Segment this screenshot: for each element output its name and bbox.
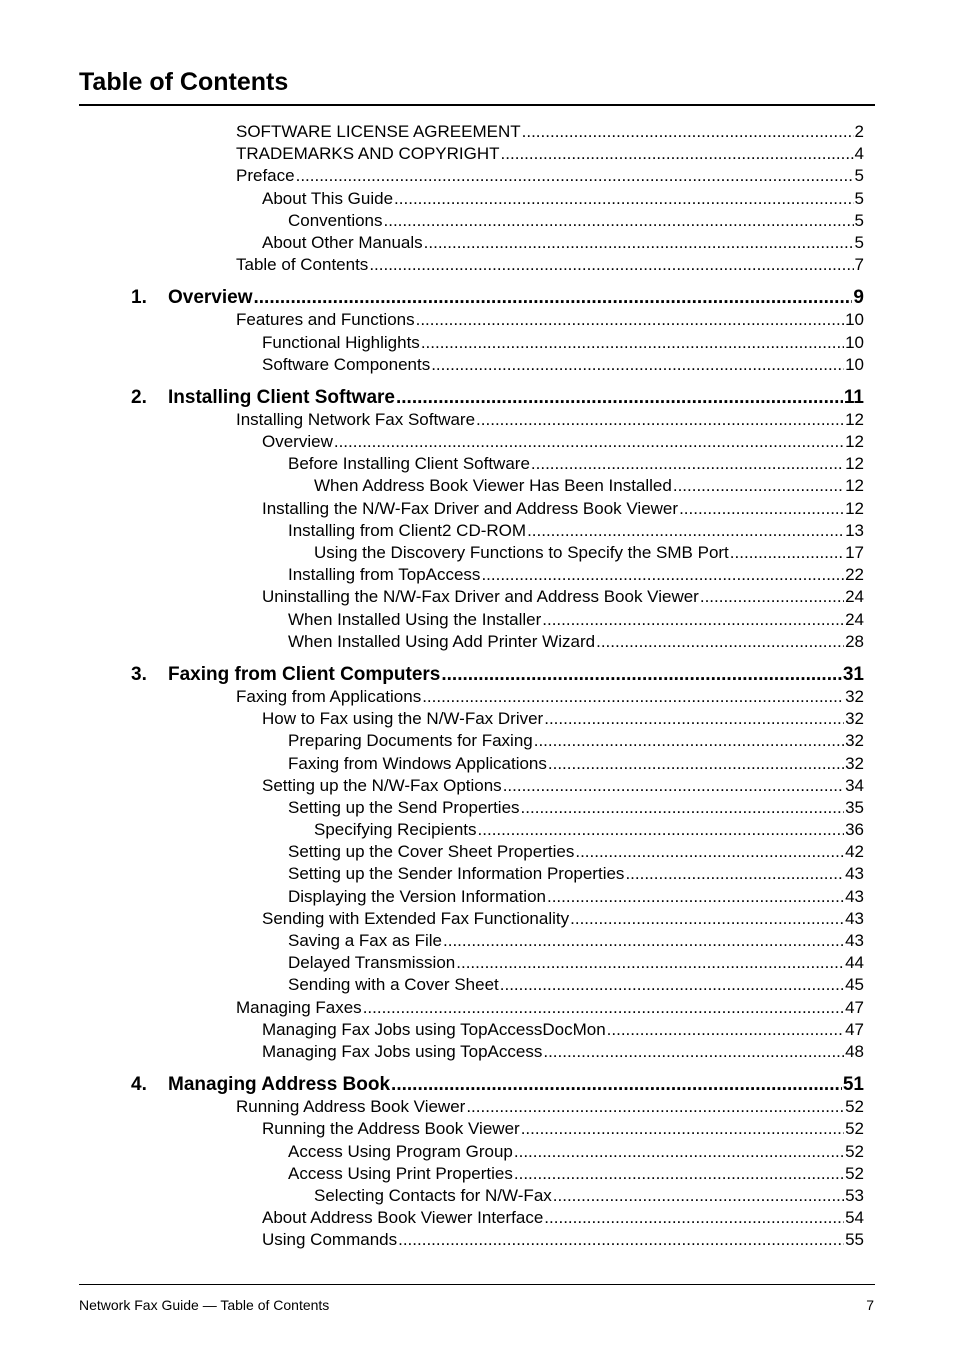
dot-leader	[544, 708, 844, 730]
toc-entry-label: Functional Highlights	[262, 332, 420, 352]
toc-entry-label: Using Commands	[262, 1230, 398, 1250]
dot-leader	[416, 309, 844, 331]
toc-entry[interactable]	[0, 564, 954, 586]
toc-entry-page: 24	[845, 587, 864, 607]
toc-entry-page: 12	[845, 454, 864, 474]
toc-entry-label: Overview	[168, 287, 253, 309]
toc-entry-label: Using the Discovery Functions to Specify the SMB Port	[314, 543, 729, 562]
toc-entry[interactable]	[0, 475, 954, 497]
dot-leader	[521, 1118, 844, 1140]
dot-leader	[384, 210, 854, 232]
footer-page-number: 7	[866, 1297, 874, 1313]
toc-entry-page: 17	[845, 543, 864, 562]
chapter-number: 3.	[131, 663, 147, 685]
dot-leader	[500, 974, 844, 996]
toc-entry-label: Faxing from Client Computers	[168, 663, 441, 685]
toc-entry-label: Installing from Client2 CD-ROM	[288, 520, 527, 540]
toc-entry-page: 52	[845, 1141, 864, 1161]
toc-entry[interactable]	[0, 409, 954, 431]
dot-leader	[542, 609, 844, 631]
toc-entry-label: Software Components	[262, 354, 431, 374]
toc-entry-page: 11	[843, 386, 864, 408]
toc-entry-page: 45	[845, 975, 864, 995]
toc-entry[interactable]	[0, 797, 954, 819]
toc-entry-page: 4	[854, 144, 864, 164]
toc-entry-page: 7	[854, 255, 864, 275]
toc-entry-label: How to Fax using the N/W-Fax Driver	[262, 709, 544, 729]
toc-entry-label: Faxing from Applications	[236, 686, 422, 706]
toc-entry-page: 28	[845, 631, 864, 651]
dot-leader	[443, 930, 844, 952]
toc-entry[interactable]	[0, 609, 954, 631]
toc-entry-label: Specifying Recipients	[314, 820, 477, 840]
toc-entry-label: TRADEMARKS AND COPYRIGHT	[236, 144, 500, 164]
dot-leader	[422, 686, 844, 708]
toc-entry[interactable]	[0, 819, 954, 841]
toc-entry-page: 32	[845, 709, 864, 729]
toc-entry[interactable]	[0, 775, 954, 797]
dot-leader	[521, 797, 845, 819]
toc-entry-label: Installing Network Fax Software	[236, 409, 476, 429]
dot-leader	[478, 819, 845, 841]
dot-leader	[575, 841, 844, 863]
toc-entry-page: 5	[854, 166, 864, 186]
toc-entry-label: When Address Book Viewer Has Been Installed	[314, 476, 672, 496]
toc-chapter[interactable]	[0, 387, 954, 409]
toc-entry[interactable]	[0, 1229, 954, 1251]
toc-entry-page: 55	[845, 1230, 864, 1250]
dot-leader	[363, 997, 844, 1019]
dot-leader	[553, 1185, 844, 1207]
toc-entry[interactable]	[0, 753, 954, 775]
toc-entry-label: Sending with Extended Fax Functionality	[262, 908, 570, 928]
toc-entry-label: SOFTWARE LICENSE AGREEMENT	[236, 122, 521, 141]
dot-leader	[679, 498, 844, 520]
dot-leader	[548, 753, 844, 775]
toc-entry-label: Overview	[262, 432, 333, 452]
dot-leader	[522, 121, 854, 143]
dot-leader	[570, 908, 844, 930]
toc-entry[interactable]	[0, 631, 954, 653]
toc-entry-page: 43	[845, 886, 864, 906]
toc-entry[interactable]	[0, 1118, 954, 1140]
dot-leader	[396, 387, 843, 409]
toc-entry-page: 12	[845, 476, 864, 496]
toc-entry[interactable]	[0, 498, 954, 520]
dot-leader	[596, 631, 844, 653]
dot-leader	[391, 1074, 842, 1096]
toc-entry-page: 36	[845, 820, 864, 840]
toc-entry[interactable]	[0, 143, 954, 165]
toc-entry-page: 44	[845, 953, 864, 973]
toc-entry-page: 43	[845, 864, 864, 884]
toc-entry-label: About This Guide	[262, 188, 394, 208]
toc-entry[interactable]	[0, 1141, 954, 1163]
toc-entry-page: 2	[854, 122, 864, 141]
toc-entry-label: Table of Contents	[236, 255, 369, 275]
chapter-number: 4.	[131, 1074, 147, 1096]
toc-entry-page: 9	[853, 287, 864, 309]
toc-entry-label: Installing from TopAccess	[288, 565, 481, 585]
toc-entry[interactable]	[0, 188, 954, 210]
toc-entry-label: Displaying the Version Information	[288, 886, 546, 906]
toc-chapter[interactable]	[0, 664, 954, 686]
dot-leader	[421, 332, 844, 354]
toc-entry[interactable]	[0, 908, 954, 930]
toc-entry[interactable]	[0, 974, 954, 996]
toc-entry[interactable]	[0, 431, 954, 453]
toc-entry-page: 12	[845, 432, 864, 452]
toc-chapter[interactable]	[0, 1074, 954, 1096]
footer-title: Network Fax Guide — Table of Contents	[79, 1297, 330, 1313]
dot-leader	[476, 409, 844, 431]
chapter-number: 1.	[131, 287, 147, 309]
dot-leader	[424, 232, 854, 254]
toc-entry-label: Uninstalling the N/W-Fax Driver and Address Book Viewer	[262, 587, 699, 607]
dot-leader	[456, 952, 844, 974]
header-rule	[79, 104, 875, 106]
toc-entry-label: Installing the N/W-Fax Driver and Address Book Viewer	[262, 498, 679, 518]
toc-entry[interactable]	[0, 542, 954, 564]
toc-entry-page: 34	[845, 775, 864, 795]
toc-entry-label: When Installed Using Add Printer Wizard	[288, 631, 596, 651]
dot-leader	[394, 188, 853, 210]
dot-leader	[547, 886, 844, 908]
toc-entry-page: 12	[845, 498, 864, 518]
toc-entry-label: About Address Book Viewer Interface	[262, 1208, 544, 1228]
toc-entry[interactable]	[0, 730, 954, 752]
toc-entry-label: Managing Fax Jobs using TopAccessDocMon	[262, 1019, 606, 1039]
toc-entry-page: 13	[845, 520, 864, 540]
dot-leader	[296, 165, 854, 187]
dot-leader	[700, 586, 844, 608]
toc-list	[0, 121, 954, 1251]
toc-entry-label: Setting up the Cover Sheet Properties	[288, 842, 575, 862]
toc-entry-page: 22	[845, 565, 864, 585]
toc-entry-page: 5	[854, 210, 864, 230]
toc-entry-label: Managing Fax Jobs using TopAccess	[262, 1041, 543, 1061]
toc-entry[interactable]	[0, 1185, 954, 1207]
chapter-number: 2.	[131, 386, 147, 408]
dot-leader	[730, 542, 844, 564]
toc-entry[interactable]	[0, 708, 954, 730]
toc-entry[interactable]	[0, 997, 954, 1019]
toc-entry[interactable]	[0, 1163, 954, 1185]
toc-entry-page: 32	[845, 731, 864, 751]
footer-rule	[79, 1284, 875, 1285]
dot-leader	[334, 431, 844, 453]
toc-entry-label: Conventions	[288, 210, 383, 230]
toc-entry-page: 52	[845, 1163, 864, 1183]
toc-entry[interactable]	[0, 1019, 954, 1041]
page-title: Table of Contents	[79, 68, 289, 96]
toc-entry[interactable]	[0, 232, 954, 254]
toc-entry-label: Sending with a Cover Sheet	[288, 975, 499, 995]
toc-entry-page: 32	[845, 753, 864, 773]
toc-entry-label: Running Address Book Viewer	[236, 1097, 466, 1117]
toc-entry[interactable]	[0, 863, 954, 885]
dot-leader	[673, 475, 844, 497]
toc-entry-page: 31	[842, 663, 864, 685]
dot-leader	[543, 1041, 844, 1063]
toc-entry-label: Before Installing Client Software	[288, 454, 530, 474]
toc-entry-label: Preface	[236, 166, 295, 186]
toc-entry-page: 5	[854, 188, 864, 208]
toc-entry-label: Delayed Transmission	[288, 953, 456, 973]
toc-entry[interactable]	[0, 210, 954, 232]
toc-entry-label: Preparing Documents for Faxing	[288, 731, 533, 751]
toc-entry-label: Faxing from Windows Applications	[288, 753, 547, 773]
toc-entry-page: 47	[845, 997, 864, 1017]
dot-leader	[431, 354, 844, 376]
toc-entry-page: 35	[845, 797, 864, 817]
toc-entry[interactable]	[0, 165, 954, 187]
toc-entry-label: Saving a Fax as File	[288, 931, 443, 950]
toc-entry[interactable]	[0, 332, 954, 354]
toc-entry[interactable]	[0, 453, 954, 475]
toc-entry[interactable]	[0, 254, 954, 276]
dot-leader	[369, 254, 853, 276]
toc-entry-page: 43	[845, 931, 864, 950]
toc-entry-page: 10	[845, 354, 864, 374]
toc-entry-label: Setting up the Sender Information Properties	[288, 864, 625, 884]
toc-entry[interactable]	[0, 309, 954, 331]
toc-entry[interactable]	[0, 930, 954, 952]
toc-entry-label: Managing Faxes	[236, 997, 362, 1017]
toc-entry-label: When Installed Using the Installer	[288, 609, 542, 629]
toc-entry-label: Features and Functions	[236, 310, 415, 330]
dot-leader	[607, 1019, 844, 1041]
dot-leader	[398, 1229, 844, 1251]
dot-leader	[254, 287, 853, 309]
toc-entry-label: About Other Manuals	[262, 232, 423, 252]
toc-entry-page: 52	[845, 1119, 864, 1139]
dot-leader	[544, 1207, 844, 1229]
toc-entry-page: 10	[845, 332, 864, 352]
toc-entry[interactable]	[0, 686, 954, 708]
dot-leader	[625, 863, 844, 885]
toc-entry[interactable]	[0, 354, 954, 376]
toc-entry-page: 47	[845, 1019, 864, 1039]
toc-entry[interactable]	[0, 841, 954, 863]
toc-entry-page: 42	[845, 842, 864, 862]
toc-entry-page: 54	[845, 1208, 864, 1228]
toc-entry[interactable]	[0, 952, 954, 974]
toc-entry[interactable]	[0, 586, 954, 608]
toc-entry[interactable]	[0, 886, 954, 908]
toc-entry-label: Installing Client Software	[168, 386, 395, 408]
toc-entry-label: Running the Address Book Viewer	[262, 1119, 520, 1139]
toc-entry-label: Access Using Program Group	[288, 1141, 513, 1161]
toc-entry[interactable]	[0, 1207, 954, 1229]
dot-leader	[514, 1141, 844, 1163]
toc-entry[interactable]	[0, 1041, 954, 1063]
toc-entry-label: Setting up the Send Properties	[288, 797, 520, 817]
toc-entry-page: 51	[842, 1074, 864, 1096]
toc-entry[interactable]	[0, 121, 954, 143]
toc-entry-page: 32	[845, 686, 864, 706]
dot-leader	[441, 664, 842, 686]
toc-entry-page: 24	[845, 609, 864, 629]
dot-leader	[501, 143, 854, 165]
dot-leader	[481, 564, 844, 586]
toc-chapter[interactable]	[0, 287, 954, 309]
dot-leader	[527, 520, 844, 542]
toc-entry-page: 43	[845, 908, 864, 928]
toc-entry-page: 48	[845, 1041, 864, 1061]
toc-entry-label: Access Using Print Properties	[288, 1163, 513, 1183]
toc-entry[interactable]	[0, 1096, 954, 1118]
dot-leader	[534, 730, 844, 752]
toc-entry-page: 52	[845, 1097, 864, 1117]
toc-entry-page: 5	[854, 232, 864, 252]
dot-leader	[503, 775, 844, 797]
toc-entry-label: Setting up the N/W-Fax Options	[262, 775, 502, 795]
dot-leader	[531, 453, 844, 475]
dot-leader	[514, 1163, 844, 1185]
toc-entry-page: 53	[845, 1185, 864, 1205]
toc-entry-label: Selecting Contacts for N/W-Fax	[314, 1185, 552, 1205]
toc-entry-page: 12	[845, 409, 864, 429]
toc-entry-page: 10	[845, 310, 864, 330]
toc-entry[interactable]	[0, 520, 954, 542]
toc-entry-label: Managing Address Book	[168, 1074, 391, 1096]
dot-leader	[466, 1096, 844, 1118]
